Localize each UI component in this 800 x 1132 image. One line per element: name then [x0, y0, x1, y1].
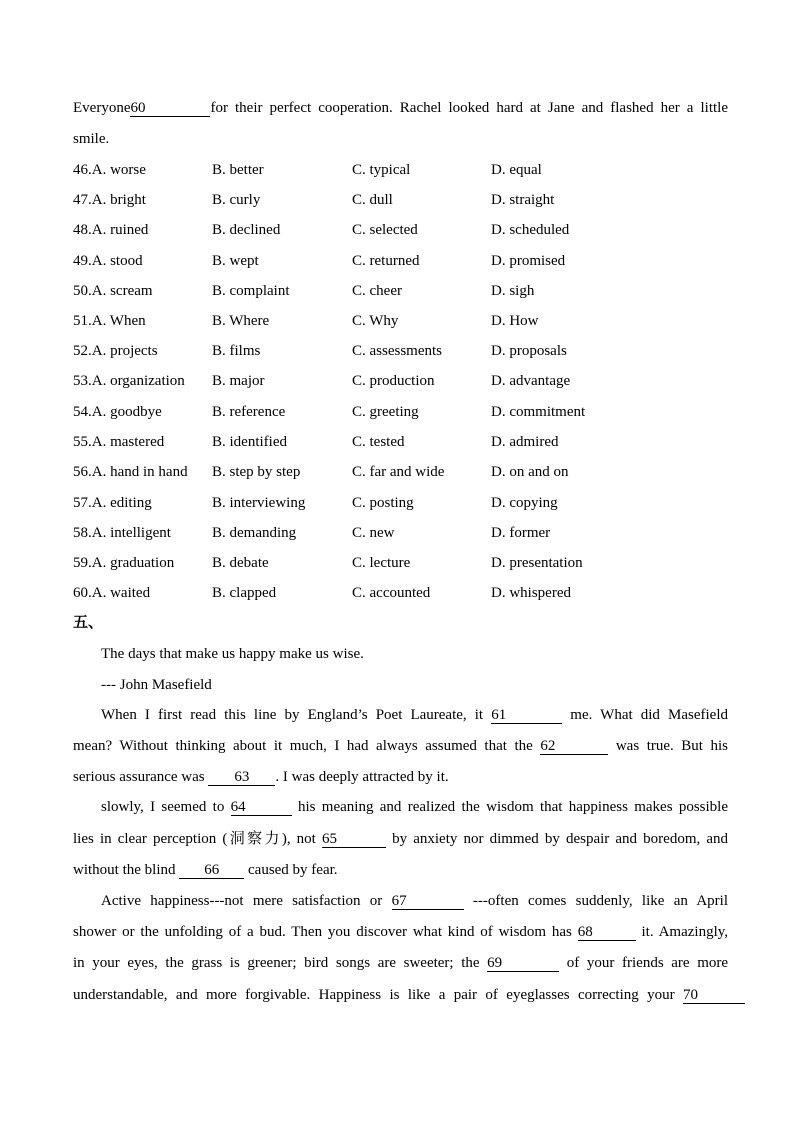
intro-text-before: Everyone [73, 100, 131, 116]
question-number: 58. [73, 525, 92, 541]
passage-text: by anxiety nor dimmed by despair and boredom, and [392, 831, 729, 847]
option-b: B. wept [212, 253, 259, 269]
option-c: C. cheer [352, 283, 402, 299]
option-a-text: A. graduation [91, 555, 175, 571]
option-a [73, 523, 171, 543]
option-a-text: A. editing [91, 495, 152, 511]
option-a-text: A. ruined [91, 222, 149, 238]
option-b: B. better [212, 162, 264, 178]
option-b: B. debate [212, 555, 269, 571]
option-b: B. curly [212, 192, 261, 208]
passage-line [73, 953, 728, 973]
passage-text: When I first read this line by England’s Poet Laureate, it [101, 707, 484, 723]
option-d: D. commitment [491, 404, 586, 420]
option-a [73, 160, 146, 180]
option-b: B. step by step [212, 464, 301, 480]
answer-blank-69: 69 [487, 956, 559, 972]
passage-text: of your friends are more [566, 955, 729, 971]
option-row-60 [73, 583, 693, 603]
passage-line [73, 829, 728, 849]
option-row-54 [73, 402, 693, 422]
question-number: 48. [73, 222, 92, 238]
option-b: B. reference [212, 404, 286, 420]
answer-blank-61: 61 [491, 708, 562, 724]
epigraph-attribution: --- John Masefield [101, 677, 212, 693]
answer-blank-64: 64 [231, 800, 292, 816]
option-a [73, 462, 188, 482]
option-b: B. interviewing [212, 495, 306, 511]
option-d: D. equal [491, 162, 542, 178]
passage-text: . I was deeply attracted by it. [275, 769, 449, 785]
option-d: D. scheduled [491, 222, 570, 238]
passage-text: his meaning and realized the wisdom that happiness makes possible [297, 799, 729, 815]
option-a-text: A. hand in hand [91, 464, 188, 480]
option-d: D. advantage [491, 373, 571, 389]
option-a [73, 553, 174, 573]
question-number: 53. [73, 373, 92, 389]
question-number: 52. [73, 343, 92, 359]
option-d: D. sigh [491, 283, 535, 299]
option-d: D. presentation [491, 555, 583, 571]
passage-line [101, 705, 728, 725]
option-row-59 [73, 553, 693, 573]
answer-blank-62: 62 [540, 739, 608, 755]
option-b: B. clapped [212, 585, 277, 601]
question-number: 47. [73, 192, 92, 208]
option-c: C. new [352, 525, 395, 541]
question-number: 59. [73, 555, 92, 571]
passage-text: without the blind [73, 862, 176, 878]
question-number: 57. [73, 495, 92, 511]
answer-blank-60: 60 [130, 101, 210, 117]
option-row-47 [73, 190, 693, 210]
option-a-text: A. projects [91, 343, 158, 359]
option-a-text: A. goodbye [91, 404, 162, 420]
option-a [73, 220, 148, 240]
option-b: B. declined [212, 222, 281, 238]
option-row-58 [73, 523, 693, 543]
option-a [73, 371, 185, 391]
option-a [73, 311, 146, 331]
option-row-56 [73, 462, 693, 482]
option-a-text: A. When [91, 313, 146, 329]
option-row-57 [73, 493, 693, 513]
section-title: 五、 [73, 615, 104, 631]
answer-blank-67: 67 [392, 894, 464, 910]
question-number: 50. [73, 283, 92, 299]
passage-line [73, 767, 449, 787]
option-c: C. dull [352, 192, 393, 208]
option-c: C. production [352, 373, 435, 389]
passage-text: caused by fear. [248, 862, 338, 878]
option-a-text: A. worse [91, 162, 146, 178]
passage-line [73, 736, 728, 756]
option-a [73, 190, 146, 210]
answer-blank-68: 68 [578, 925, 636, 941]
option-d: D. whispered [491, 585, 571, 601]
option-row-53 [73, 371, 693, 391]
option-a [73, 432, 164, 452]
option-row-46 [73, 160, 693, 180]
passage-text: serious assurance was [73, 769, 205, 785]
answer-blank-70: 70 [683, 988, 745, 1004]
option-b: B. Where [212, 313, 270, 329]
option-a [73, 493, 152, 513]
option-c: C. selected [352, 222, 418, 238]
option-d: D. straight [491, 192, 555, 208]
option-c: C. returned [352, 253, 420, 269]
option-c: C. tested [352, 434, 405, 450]
question-number: 60. [73, 585, 92, 601]
passage-text: lies in clear perception (洞察力), not [73, 831, 316, 847]
passage-text: in your eyes, the grass is greener; bird songs are sweeter; the [73, 955, 480, 971]
option-d: D. How [491, 313, 539, 329]
option-a-text: A. organization [91, 373, 185, 389]
option-b: B. identified [212, 434, 287, 450]
option-d: D. promised [491, 253, 566, 269]
option-a [73, 341, 158, 361]
question-number: 51. [73, 313, 92, 329]
option-a [73, 281, 153, 301]
option-a-text: A. intelligent [91, 525, 171, 541]
option-row-51 [73, 311, 693, 331]
option-d: D. former [491, 525, 551, 541]
option-a [73, 402, 162, 422]
question-number: 46. [73, 162, 92, 178]
option-d: D. on and on [491, 464, 569, 480]
answer-blank-66: 66 [179, 863, 244, 879]
question-number: 54. [73, 404, 92, 420]
passage-text: mean? Without thinking about it much, I had always assumed that the [73, 738, 533, 754]
option-b: B. demanding [212, 525, 297, 541]
option-c: C. greeting [352, 404, 419, 420]
option-row-50 [73, 281, 693, 301]
option-c: C. accounted [352, 585, 431, 601]
question-number: 55. [73, 434, 92, 450]
intro-line-2: smile. [73, 131, 110, 147]
option-a-text: A. scream [91, 283, 153, 299]
passage-text: it. Amazingly, [641, 924, 729, 940]
option-d: D. admired [491, 434, 559, 450]
option-c: C. typical [352, 162, 411, 178]
option-row-49 [73, 251, 693, 271]
option-c: C. lecture [352, 555, 411, 571]
intro-text-after: for their perfect cooperation. Rachel looked hard at Jane and flashed her a little [210, 100, 728, 116]
option-c: C. far and wide [352, 464, 445, 480]
option-row-52 [73, 341, 693, 361]
passage-text: Active happiness---not mere satisfaction or [101, 893, 383, 909]
option-a-text: A. mastered [91, 434, 165, 450]
option-a [73, 251, 143, 271]
question-number: 56. [73, 464, 92, 480]
option-c: C. assessments [352, 343, 442, 359]
option-a [73, 583, 150, 603]
option-a-text: A. waited [91, 585, 151, 601]
option-a-text: A. stood [91, 253, 143, 269]
option-d: D. copying [491, 495, 558, 511]
epigraph-quote: The days that make us happy make us wise. [101, 646, 364, 662]
option-row-48 [73, 220, 693, 240]
passage-text: understandable, and more forgivable. Happiness is like a pair of eyeglasses correcting your [73, 987, 675, 1003]
option-c: C. posting [352, 495, 414, 511]
option-a-text: A. bright [91, 192, 146, 208]
option-row-55 [73, 432, 693, 452]
question-number: 49. [73, 253, 92, 269]
intro-line-1 [73, 98, 728, 118]
option-d: D. proposals [491, 343, 567, 359]
option-c: C. Why [352, 313, 399, 329]
passage-line [73, 860, 338, 880]
answer-blank-63: 63 [208, 770, 275, 786]
passage-text: was true. But his [615, 738, 729, 754]
option-b: B. major [212, 373, 265, 389]
option-b: B. complaint [212, 283, 290, 299]
passage-line [101, 797, 728, 817]
option-b: B. films [212, 343, 261, 359]
passage-text: shower or the unfolding of a bud. Then you discover what kind of wisdom has [73, 924, 572, 940]
passage-line [101, 891, 728, 911]
passage-text: slowly, I seemed to [101, 799, 225, 815]
passage-line [73, 922, 728, 942]
answer-blank-65: 65 [322, 832, 386, 848]
passage-line [73, 985, 745, 1005]
passage-text: me. What did Masefield [570, 707, 728, 723]
passage-text: ---often comes suddenly, like an April [472, 893, 728, 909]
